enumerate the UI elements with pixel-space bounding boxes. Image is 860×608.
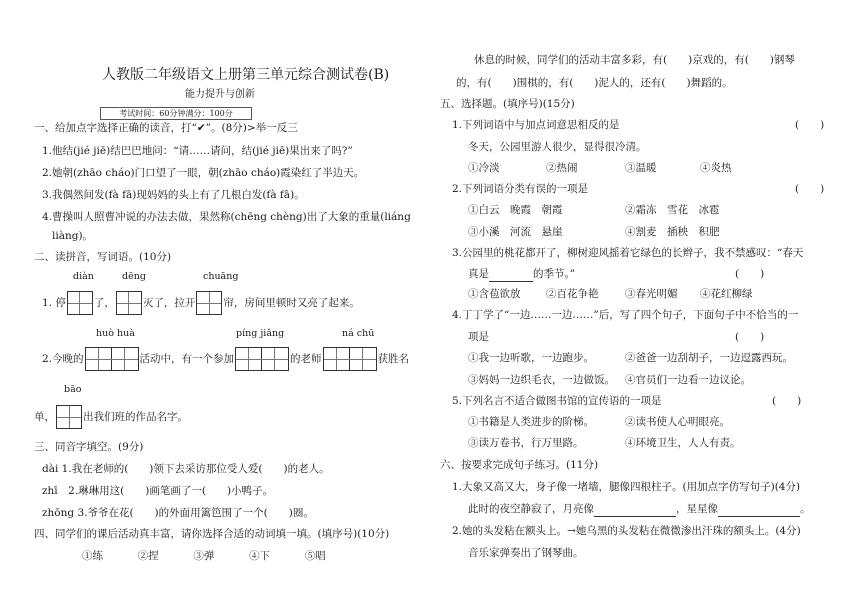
section5-q2-bracket: ( ) (795, 183, 825, 195)
write-box-deng[interactable] (116, 291, 142, 315)
option-3: ③弹 (193, 550, 215, 562)
q6-1-blank-b[interactable] (718, 502, 800, 517)
s3-text-b: 出我们班的作品名字。 (83, 411, 188, 423)
section5-q3-opt2: ②百花争艳 (546, 288, 599, 300)
section4-cont1: 休息的时候，同学们的活动丰富多彩，有( )京戏的，有( )钢琴 (474, 54, 795, 66)
s1-text-b: 了， (93, 297, 115, 309)
q3-post: 的季节。” (533, 268, 576, 280)
section3-heading: 三、同音字填空。(9分) (34, 441, 144, 453)
section5-q3-opt4: ④花红柳绿 (700, 288, 753, 300)
section5-q5-opt1: ①书籍是人类进步的阶梯。 (468, 416, 594, 428)
section5-q1-bracket: ( ) (795, 119, 825, 131)
exam-meta-box: 考试时间：60分钟满分：100分 (100, 107, 252, 120)
write-box-nachu[interactable] (323, 347, 377, 371)
s2-text-a: 2.今晚的 (42, 353, 84, 365)
section5-q4-bracket: ( ) (735, 331, 765, 343)
q6-1-text-b: ，星星像 (676, 503, 718, 515)
section2-sentence1 (42, 291, 360, 315)
section3-q1: dài 1.我在老师的( )领下去采访那位受人爱( )的老人。 (42, 463, 330, 475)
section5-q3b (468, 267, 575, 282)
pinyin-nachu: ná chū (342, 328, 375, 339)
option-1: ①练 (82, 550, 103, 562)
q6-1-text-c: 。 (800, 503, 811, 515)
section5-q5-opt2: ②读书使人心明眼亮。 (625, 416, 730, 428)
section5-q1-opt3: ③温暖 (625, 162, 657, 174)
section1-q4a: 4.曹操叫人照曹冲说的办法去做，果然称(chēng chèng)出了大象的重量(liáng (42, 211, 411, 223)
option-5: ⑤唱 (304, 550, 326, 562)
s3-text-a: 单， (34, 411, 55, 423)
section5-q4-opt2: ②爸爸一边刮胡子，一边逗露西玩。 (625, 352, 793, 364)
pinyin-deng: dēng (122, 271, 146, 282)
section5-q4-opt4: ④官员们一边看一边议论。 (625, 374, 751, 386)
section1-q2: 2.她朝(zhāo cháo)门口望了一眼，朝(zhāo cháo)霞染红了半边天。 (42, 167, 365, 179)
section6-q2: 2.她的头发粘在额头上。→她乌黑的头发粘在微微渗出汗珠的额头上。(4分) (452, 525, 801, 537)
s2-text-d: 获胜名 (377, 353, 410, 365)
section5-q5: 5.下列名言不适合做图书馆的宣传语的一项是 (452, 395, 662, 407)
option-2: ②捏 (137, 550, 159, 562)
section1-q4b: liàng)。 (52, 230, 94, 242)
pinyin-dian: diàn (73, 271, 94, 282)
page-subtitle: 能力提升与创新 (185, 89, 255, 100)
pinyin-pingjiang: píng jiǎng (236, 328, 285, 339)
section6-heading: 六、按要求完成句子练习。(11分) (440, 459, 599, 471)
section5-q2-opt1: ①白云 晚霞 朝霞 (468, 204, 563, 216)
write-box-pingjiang[interactable] (235, 347, 289, 371)
section5-q1-opt4: ④炎热 (700, 162, 732, 174)
write-box-huohua[interactable] (85, 347, 139, 371)
section5-q4a: 4.丁丁学了“一边……一边……”后，写了四个句子，下面句子中不恰当的一 (452, 309, 799, 321)
option-4: ④下 (249, 550, 271, 562)
section5-q5-opt4: ④环境卫生，人人有责。 (625, 437, 741, 449)
section5-q2-opt2: ②霜冻 雪花 冰雹 (625, 204, 720, 216)
section4-heading: 四、同学们的课后活动真丰富，请你选择合适的动词填一填。(填序号)(10分) (34, 528, 390, 540)
section6-q1-sentence (468, 502, 811, 517)
section2-sentence3 (34, 405, 188, 429)
s2-text-b: 活动中，有一个参加 (139, 353, 235, 365)
section3-q2: zhī 2.琳琳用这( )画笔画了一( )小鸭子。 (42, 485, 274, 497)
q3-pre: 真是 (468, 268, 489, 280)
s2-text-c: 的老师 (290, 353, 322, 365)
s1-text-c: 灭了，拉开 (142, 297, 196, 309)
section5-q4b: 项是 (468, 331, 489, 343)
section5-q1-sentence: 冬天，公园里游人很少，显得很冷清。 (468, 141, 647, 153)
pinyin-bao: bāo (64, 384, 82, 395)
pinyin-huohua: huò huà (96, 328, 135, 339)
section5-q1-opt2: ②热闹 (546, 162, 578, 174)
section5-q5-bracket: ( ) (772, 395, 802, 407)
write-box-bao[interactable] (56, 405, 82, 429)
q6-1-blank-a[interactable] (594, 502, 676, 517)
section5-q3-bracket: ( ) (735, 268, 765, 280)
page-title: 人教版二年级语文上册第三单元综合测试卷(B) (102, 67, 390, 83)
write-box-chuang[interactable] (196, 291, 222, 315)
section2-sentence2 (42, 347, 409, 371)
s1-number: 1. (42, 297, 53, 309)
section5-q1-opt1: ①冷淡 (468, 162, 500, 174)
s1-text-a: 停 (55, 297, 66, 309)
section5-q3-opt3: ③春光明媚 (625, 288, 678, 300)
section5-q3a: 3.公园里的桃花都开了，柳树迎风摇着它绿色的长辫子，我不禁感叹：“春天 (452, 247, 804, 259)
section6-q2-sentence: 音乐家弹奏出了钢琴曲。 (468, 547, 584, 559)
section5-q3-opt1: ①含苞欲放 (468, 288, 521, 300)
q6-1-text-a: 此时的夜空静寂了，月亮像 (468, 503, 594, 515)
section3-q3: zhōng 3.爷爷在花( )的外面用篱笆围了一个( )圈。 (42, 507, 314, 519)
q3-blank[interactable] (489, 267, 533, 282)
section5-q2-opt4: ④割麦 插秧 积肥 (625, 226, 720, 238)
write-box-dian[interactable] (67, 291, 93, 315)
section5-q2: 2.下列词语分类有误的一项是 (452, 183, 589, 195)
section4-cont2: 的，有( )围棋的，有( )泥人的，还有( )舞蹈的。 (456, 77, 733, 89)
section4-options (82, 549, 326, 563)
section6-q1: 1.大象又高又大，身子像一堵墙，腿像四根柱子。(用加点字仿写句子)(4分) (452, 481, 801, 493)
section5-q2-opt3: ③小溪 河流 悬崖 (468, 226, 563, 238)
section5-heading: 五、选择题。(填序号)(15分) (440, 98, 575, 110)
section1-q3: 3.我偶然间发(fà fā)现妈妈的头上有了几根白发(fà fā)。 (42, 189, 305, 201)
section5-q4-opt1: ①我一边听歌，一边跑步。 (468, 352, 594, 364)
section2-heading: 二、读拼音，写词语。(10分) (34, 251, 172, 263)
s1-text-d: 帘，房间里顿时又亮了起来。 (223, 297, 360, 309)
section5-q1: 1.下列词语中与加点词意思相反的是 (452, 119, 620, 131)
pinyin-chuang: chuāng (203, 271, 239, 282)
section5-q4-opt3: ③妈妈一边织毛衣，一边做饭。 (468, 374, 615, 386)
section1-q1: 1.他结(jié jiē)结巴巴地问：“请……请问，结(jié jiē)果出来了吗?” (42, 145, 353, 157)
section1-heading: 一、给加点字选择正确的读音，打“✔”。(8分)>举一反三 (34, 122, 298, 134)
section5-q5-opt3: ③读万卷书，行万里路。 (468, 437, 584, 449)
